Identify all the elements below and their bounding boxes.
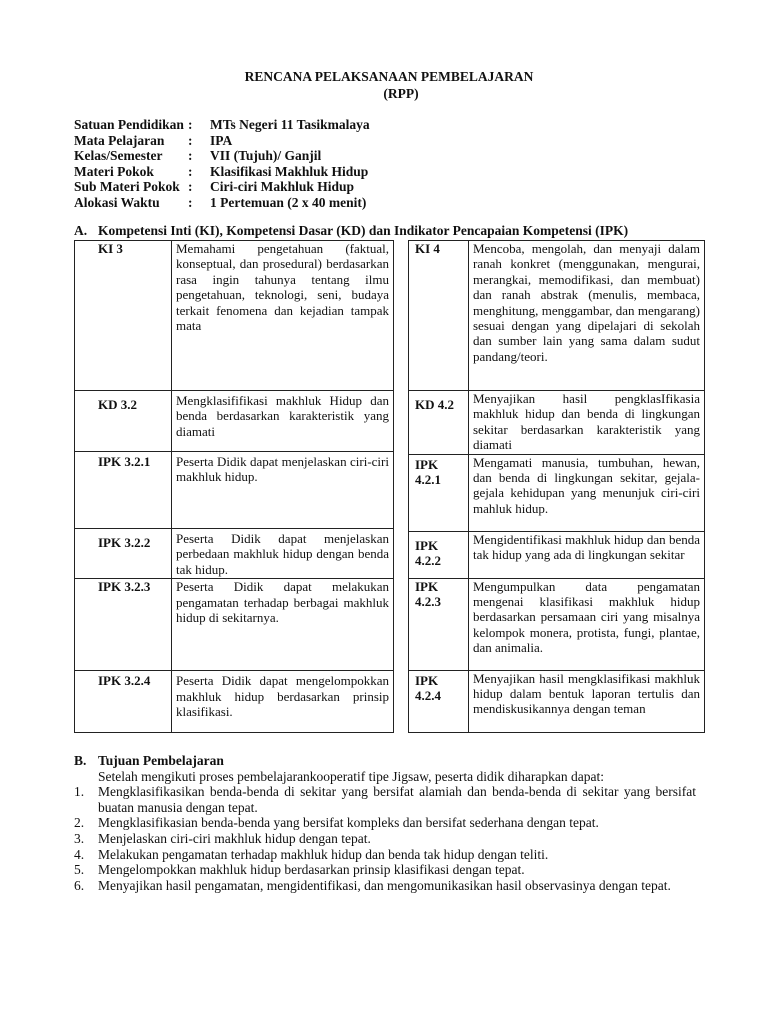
competency-code: IPK 3.2.4 — [75, 671, 172, 733]
list-item — [74, 878, 696, 894]
competency-text: Peserta Didik dapat mengelompokkan makhluk hidup berdasarkan prinsip klasifikasi. — [172, 671, 394, 733]
table-row — [75, 391, 394, 452]
competency-code: IPK 4.2.3 — [409, 578, 469, 670]
list-number: 4. — [74, 846, 85, 862]
list-number: 5. — [74, 862, 85, 878]
info-row: Materi Pokok : Klasifikasi Makhluk Hidup — [74, 163, 369, 179]
list-item — [74, 815, 696, 831]
competency-code: KI 4 — [409, 241, 469, 391]
table-row — [75, 452, 394, 529]
competency-code: KD 3.2 — [75, 391, 172, 452]
list-text: Menyajikan hasil pengamatan, mengidentifikasi, dan mengomunikasikan hasil observasinya dengan tepat. — [98, 877, 671, 893]
list-number: 6. — [74, 877, 85, 893]
info-row: Kelas/Semester : VII (Tujuh)/ Ganjil — [74, 148, 322, 163]
competency-text: Peserta Didik dapat melakukan pengamatan terhadap berbagai makhluk hidup di sekitarnya. — [172, 579, 394, 671]
competency-text: Mengklasififikasi makhluk Hidup dan benda berdasarkan karakteristik yang diamati — [172, 391, 394, 452]
list-number: 3. — [74, 830, 85, 846]
section-title: Tujuan Pembelajaran — [98, 753, 224, 768]
section-intro: Setelah mengikuti proses pembelajarankooperatif tipe Jigsaw, peserta didik diharapkan dapat: — [98, 768, 604, 784]
info-row: Satuan Pendidikan : MTs Negeri 11 Tasikmalaya — [74, 117, 370, 132]
table-row — [409, 578, 705, 670]
competency-code: IPK 4.2.4 — [409, 670, 469, 732]
table-row — [75, 529, 394, 579]
table-row — [409, 241, 705, 391]
table-row — [409, 531, 705, 578]
info-value: 1 Pertemuan (2 x 40 menit) — [210, 194, 367, 210]
table-row — [409, 454, 705, 531]
competency-text: Mengidentifikasi makhluk hidup dan benda tak hidup yang ada di lingkungan sekitar — [469, 531, 705, 578]
title-line-2: (RPP) — [383, 86, 419, 101]
info-label: Mata Pelajaran — [74, 132, 165, 148]
section-title: Kompetensi Inti (KI), Kompetensi Dasar (KD) dan Indikator Pencapaian Kompetensi (IPK) — [98, 223, 629, 238]
info-value: VII (Tujuh)/ Ganjil — [210, 148, 322, 163]
competency-code: IPK 3.2.1 — [75, 452, 172, 529]
competency-text: Mengumpulkan data pengamatan mengenai klasifikasi makhluk hidup berdasarkan persamaan ciri yang misalnya kelompok monera, protista, fungi, plantae, dan animalia. — [469, 578, 705, 670]
list-number: 2. — [74, 815, 85, 831]
competency-code: IPK 3.2.3 — [75, 579, 172, 671]
competency-code: IPK 4.2.2 — [409, 531, 469, 578]
list-text: Mengklasifikasian benda-benda yang bersifat kompleks dan bersifat sederhana dengan tepat. — [98, 815, 599, 831]
competency-text: Mengamati manusia, tumbuhan, hewan, dan benda di lingkungan sekitar, gejala-gejala kehidupan yang menunjuk ciri-ciri mahluk hidup. — [469, 454, 705, 531]
list-item — [74, 831, 696, 847]
title-line-1: RENCANA PELAKSANAAN PEMBELAJARAN — [244, 69, 534, 84]
info-label: Kelas/Semester — [74, 148, 163, 163]
ki3-competency-table — [74, 240, 394, 733]
competency-text: Menyajikan hasil pengklasIfikasia makhluk hidup dan benda di lingkungan sekitar berdasarkan karakteristik yang diamati — [469, 391, 705, 455]
info-label: Alokasi Waktu — [74, 194, 160, 210]
ki4-competency-table — [408, 240, 705, 733]
competency-text: Peserta Didik dapat menjelaskan perbedaan makhluk hidup dengan benda tak hidup. — [172, 529, 394, 579]
info-row: Sub Materi Pokok : Ciri-ciri Makhluk Hidup — [74, 179, 355, 194]
competency-code: IPK 4.2.1 — [409, 454, 469, 531]
competency-text: Memahami pengetahuan (faktual, konseptual, dan prosedural) berdasarkan rasa ingin tahunya tentang ilmu pengetahuan, teknologi, seni, budaya terkait fenomena dan kejadian tampak mata — [172, 241, 394, 391]
table-row — [409, 391, 705, 455]
info-value: Klasifikasi Makhluk Hidup — [210, 163, 369, 179]
info-row: Mata Pelajaran : IPA — [74, 132, 233, 148]
objectives-list — [74, 784, 696, 893]
info-value: Ciri-ciri Makhluk Hidup — [210, 179, 355, 194]
info-label: Sub Materi Pokok — [74, 179, 180, 194]
table-row — [75, 241, 394, 391]
list-item — [74, 784, 696, 815]
document-title — [0, 68, 768, 102]
identity-info — [74, 117, 370, 210]
list-item — [74, 847, 696, 863]
info-value: MTs Negeri 11 Tasikmalaya — [210, 117, 370, 132]
table-row — [409, 670, 705, 732]
table-row — [75, 671, 394, 733]
list-text: Melakukan pengamatan terhadap makhluk hidup dan benda tak hidup dengan teliti. — [98, 846, 549, 862]
info-label: Materi Pokok — [74, 163, 154, 179]
section-letter: A. — [74, 223, 88, 238]
section-a-heading — [74, 223, 628, 239]
competency-text: Menyajikan hasil mengklasifikasi makhluk hidup dalam bentuk laporan tertulis dan mendiskusikannya dengan teman — [469, 670, 705, 732]
info-label: Satuan Pendidikan — [74, 117, 184, 132]
section-letter: B. — [74, 753, 87, 768]
competency-code: KD 4.2 — [409, 391, 469, 455]
list-text: Mengklasifikasikan benda-benda di sekitar yang bersifat alamiah dan benda-benda di sekitar yang bersifat buatan manusia dengan tepat. — [98, 784, 696, 815]
list-text: Mengelompokkan makhluk hidup berdasarkan prinsip klasifikasi dengan tepat. — [98, 862, 525, 878]
info-value: IPA — [210, 132, 233, 148]
list-text: Menjelaskan ciri-ciri makhluk hidup dengan tepat. — [98, 830, 371, 846]
competency-code: IPK 3.2.2 — [75, 529, 172, 579]
section-b-heading — [74, 753, 696, 769]
competency-code: KI 3 — [75, 241, 172, 391]
section-b — [74, 753, 696, 893]
info-row: Alokasi Waktu : 1 Pertemuan (2 x 40 menit) — [74, 194, 367, 210]
table-row — [75, 579, 394, 671]
competency-text: Mencoba, mengolah, dan menyaji dalam ranah konkret (menggunakan, mengurai, merangkai, memodifikasi, dan membuat) dan ranah abstrak (menulis, membaca, menghitung, menggambar, dan mengarang) sesuai dengan yang dipelajari di sekolah dan sumber lain yang sama dalam sudut pandang/teori. — [469, 241, 705, 391]
list-number: 1. — [74, 784, 85, 800]
competency-text: Peserta Didik dapat menjelaskan ciri-ciri makhluk hidup. — [172, 452, 394, 529]
list-item — [74, 862, 696, 878]
